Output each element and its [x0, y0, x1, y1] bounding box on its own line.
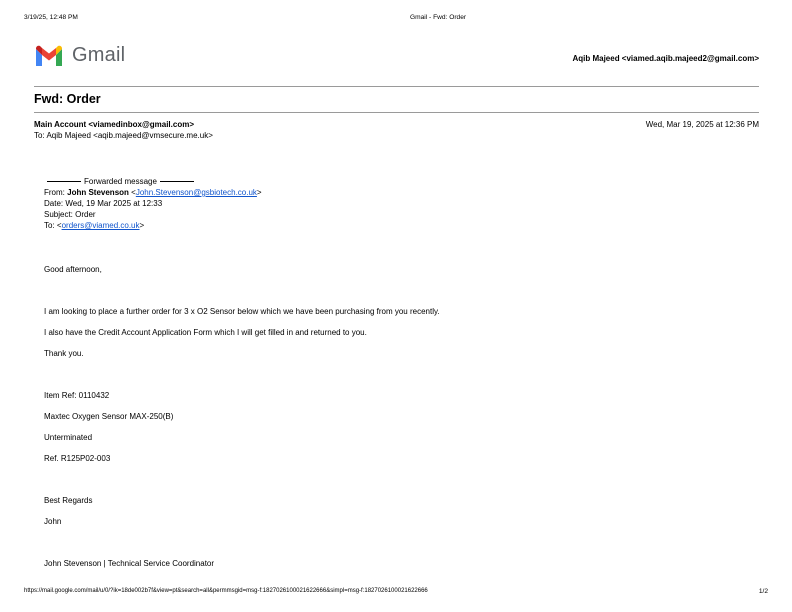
print-datetime: 3/19/25, 12:48 PM	[24, 14, 78, 21]
forwarded-to-email-link[interactable]: orders@viamed.co.uk	[61, 221, 140, 230]
body-greeting: Good afternoon,	[44, 265, 102, 274]
gmail-logo-icon	[34, 45, 64, 68]
forwarded-to-suffix: >	[139, 221, 145, 230]
sign-name: John	[44, 517, 62, 526]
forwarded-rule-left	[47, 181, 81, 182]
body-thanks: Thank you.	[44, 349, 84, 358]
forwarded-from-label: From:	[44, 188, 65, 197]
print-title: Gmail - Fwd: Order	[410, 14, 467, 21]
forwarded-label: Forwarded message	[84, 177, 157, 186]
item-name: Maxtec Oxygen Sensor MAX-250(B)	[44, 412, 174, 421]
message-from: Main Account <viamedinbox@gmail.com>	[34, 120, 194, 129]
print-url: https://mail.google.com/mail/u/0/?ik=18de002b7f&view=pt&search=all&permmsgid=msg-f:1827026100021622666&simpl=msg-f:1827026100021622666	[24, 588, 428, 594]
forwarded-from-name: John Stevenson	[67, 188, 129, 197]
body-para-2: I also have the Credit Account Application Form which I will get filled in and returned to you.	[44, 328, 367, 337]
forwarded-label-row	[44, 177, 197, 186]
forwarded-to	[44, 221, 144, 230]
print-page-number: 1/2	[758, 588, 768, 595]
email-subject: Fwd: Order	[34, 92, 101, 106]
divider-subject	[34, 112, 759, 113]
signature: John Stevenson | Technical Service Coordinator	[44, 559, 215, 568]
forwarded-to-label: To: <	[44, 221, 62, 230]
sign-off: Best Regards	[44, 496, 93, 505]
body-para-1: I am looking to place a further order for 3 x O2 Sensor below which we have been purchasing from you recently.	[44, 307, 440, 316]
forwarded-rule-right	[160, 181, 194, 182]
divider-top	[34, 86, 759, 87]
account-user: Aqib Majeed <viamed.aqib.majeed2@gmail.com>	[572, 54, 759, 63]
item-ref: Item Ref: 0110432	[44, 391, 110, 400]
forwarded-from: From: John Stevenson <John.Stevenson@gsbiotech.co.uk>	[44, 188, 262, 197]
message-to: To: Aqib Majeed <aqib.majeed@vmsecure.me.uk>	[34, 131, 213, 140]
item-status: Unterminated	[44, 433, 93, 442]
forwarded-from-email-link[interactable]: John.Stevenson@gsbiotech.co.uk	[135, 188, 257, 197]
forwarded-subject: Subject: Order	[44, 210, 96, 219]
message-date: Wed, Mar 19, 2025 at 12:36 PM	[645, 120, 759, 129]
forwarded-date: Date: Wed, 19 Mar 2025 at 12:33	[44, 199, 163, 208]
gmail-wordmark: Gmail	[72, 44, 126, 66]
item-code: Ref. R125P02-003	[44, 454, 111, 463]
